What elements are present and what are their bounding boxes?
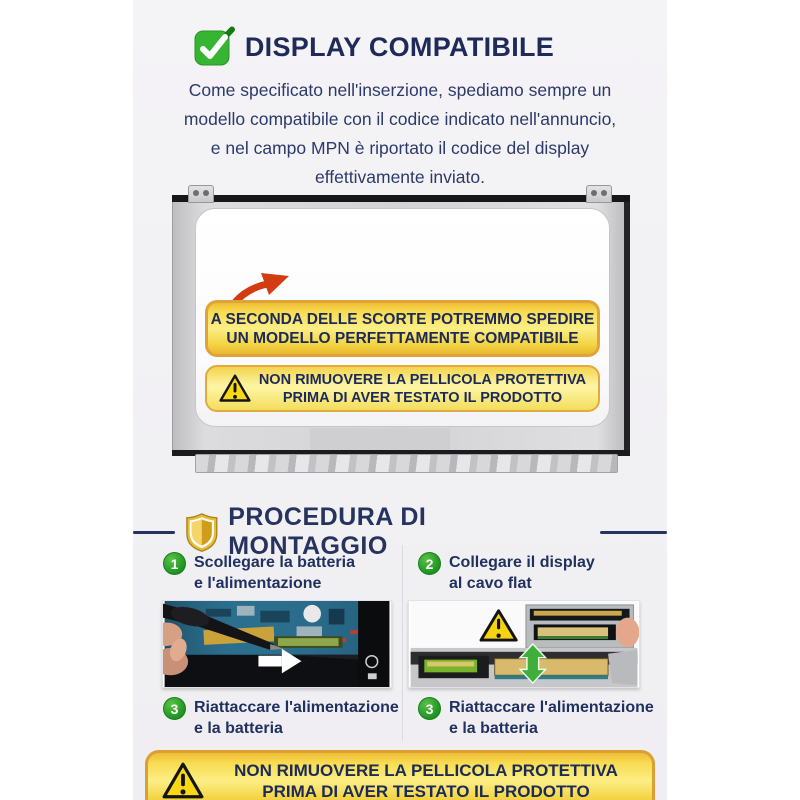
finger	[616, 618, 639, 647]
heading-rule-right	[600, 531, 667, 534]
panel-top-strip	[172, 195, 630, 202]
step-2-line: al cavo flat	[449, 575, 532, 592]
footer-warning-banner	[145, 750, 655, 800]
step-2-line: Collegare il display	[449, 554, 595, 571]
mounting-bracket-right	[586, 185, 612, 203]
step-3-line: e la batteria	[194, 720, 283, 737]
step-3-line: e la batteria	[449, 720, 538, 737]
step-number-badge: 3	[163, 697, 186, 720]
film-warning-line: NON RIMUOVERE LA PELLICOLA PROTETTIVA	[258, 371, 587, 388]
step-3-line: Riattaccare l'alimentazione	[194, 699, 399, 716]
content-column	[133, 0, 667, 800]
step-2	[418, 552, 595, 594]
footer-warning-line: PRIMA DI AVER TESTATO IL PRODOTTO	[262, 782, 590, 800]
screw-hole	[203, 190, 209, 196]
header	[133, 27, 667, 67]
screw-hole	[591, 190, 597, 196]
stock-notice-line: A SECONDA DELLE SCORTE POTREMMO SPEDIRE	[210, 310, 595, 328]
film-warning-banner	[205, 365, 600, 412]
column-divider	[402, 545, 403, 741]
film-warning-line: PRIMA DI AVER TESTATO IL PRODOTTO	[282, 389, 563, 406]
warning-triangle-icon	[162, 762, 204, 800]
step-3-right	[418, 697, 654, 739]
mounting-bracket-left	[188, 185, 214, 203]
intro-line: modello compatibile con il codice indicato nell'annuncio,	[183, 109, 617, 129]
panel-foil-connector	[195, 454, 618, 473]
footer-warning-line: NON RIMUOVERE LA PELLICOLA PROTETTIVA	[234, 761, 618, 780]
panel-right-edge	[624, 202, 630, 450]
photo-connect-flat-cable	[408, 600, 640, 688]
step-3-left	[163, 697, 399, 739]
step-number-badge: 1	[163, 552, 186, 575]
page-title: DISPLAY COMPATIBILE	[244, 31, 555, 62]
check-icon	[194, 27, 234, 67]
step-1	[163, 552, 355, 594]
connector-photo	[409, 601, 639, 687]
procedure-title: PROCEDURA DI MONTAGGIO	[228, 503, 427, 560]
step-1-line: e l'alimentazione	[194, 575, 322, 592]
step-number-badge: 3	[418, 697, 441, 720]
step-number-badge: 2	[418, 552, 441, 575]
intro-paragraph	[133, 76, 667, 192]
step-1-line: Scollegare la batteria	[194, 554, 355, 571]
screw-hole	[193, 190, 199, 196]
panel-hinge-area	[310, 428, 450, 450]
photo-disconnect-battery	[162, 600, 392, 688]
stock-notice-banner	[205, 300, 600, 357]
screw-hole	[601, 190, 607, 196]
intro-line: effettivamente inviato.	[315, 167, 485, 187]
step-3-line: Riattaccare l'alimentazione	[449, 699, 654, 716]
warning-triangle-icon	[219, 374, 251, 403]
motherboard-photo	[163, 601, 391, 687]
inset-connector-photo	[526, 605, 639, 648]
heading-rule-left	[133, 531, 175, 534]
lcd-panel-image	[172, 185, 630, 473]
stock-notice-line: UN MODELLO PERFETTAMENTE COMPATIBILE	[226, 329, 579, 347]
intro-line: e nel campo MPN è riportato il codice del display	[210, 138, 590, 158]
shield-icon	[185, 512, 219, 553]
intro-line: Come specificato nell'inserzione, spediamo sempre un	[188, 80, 612, 100]
